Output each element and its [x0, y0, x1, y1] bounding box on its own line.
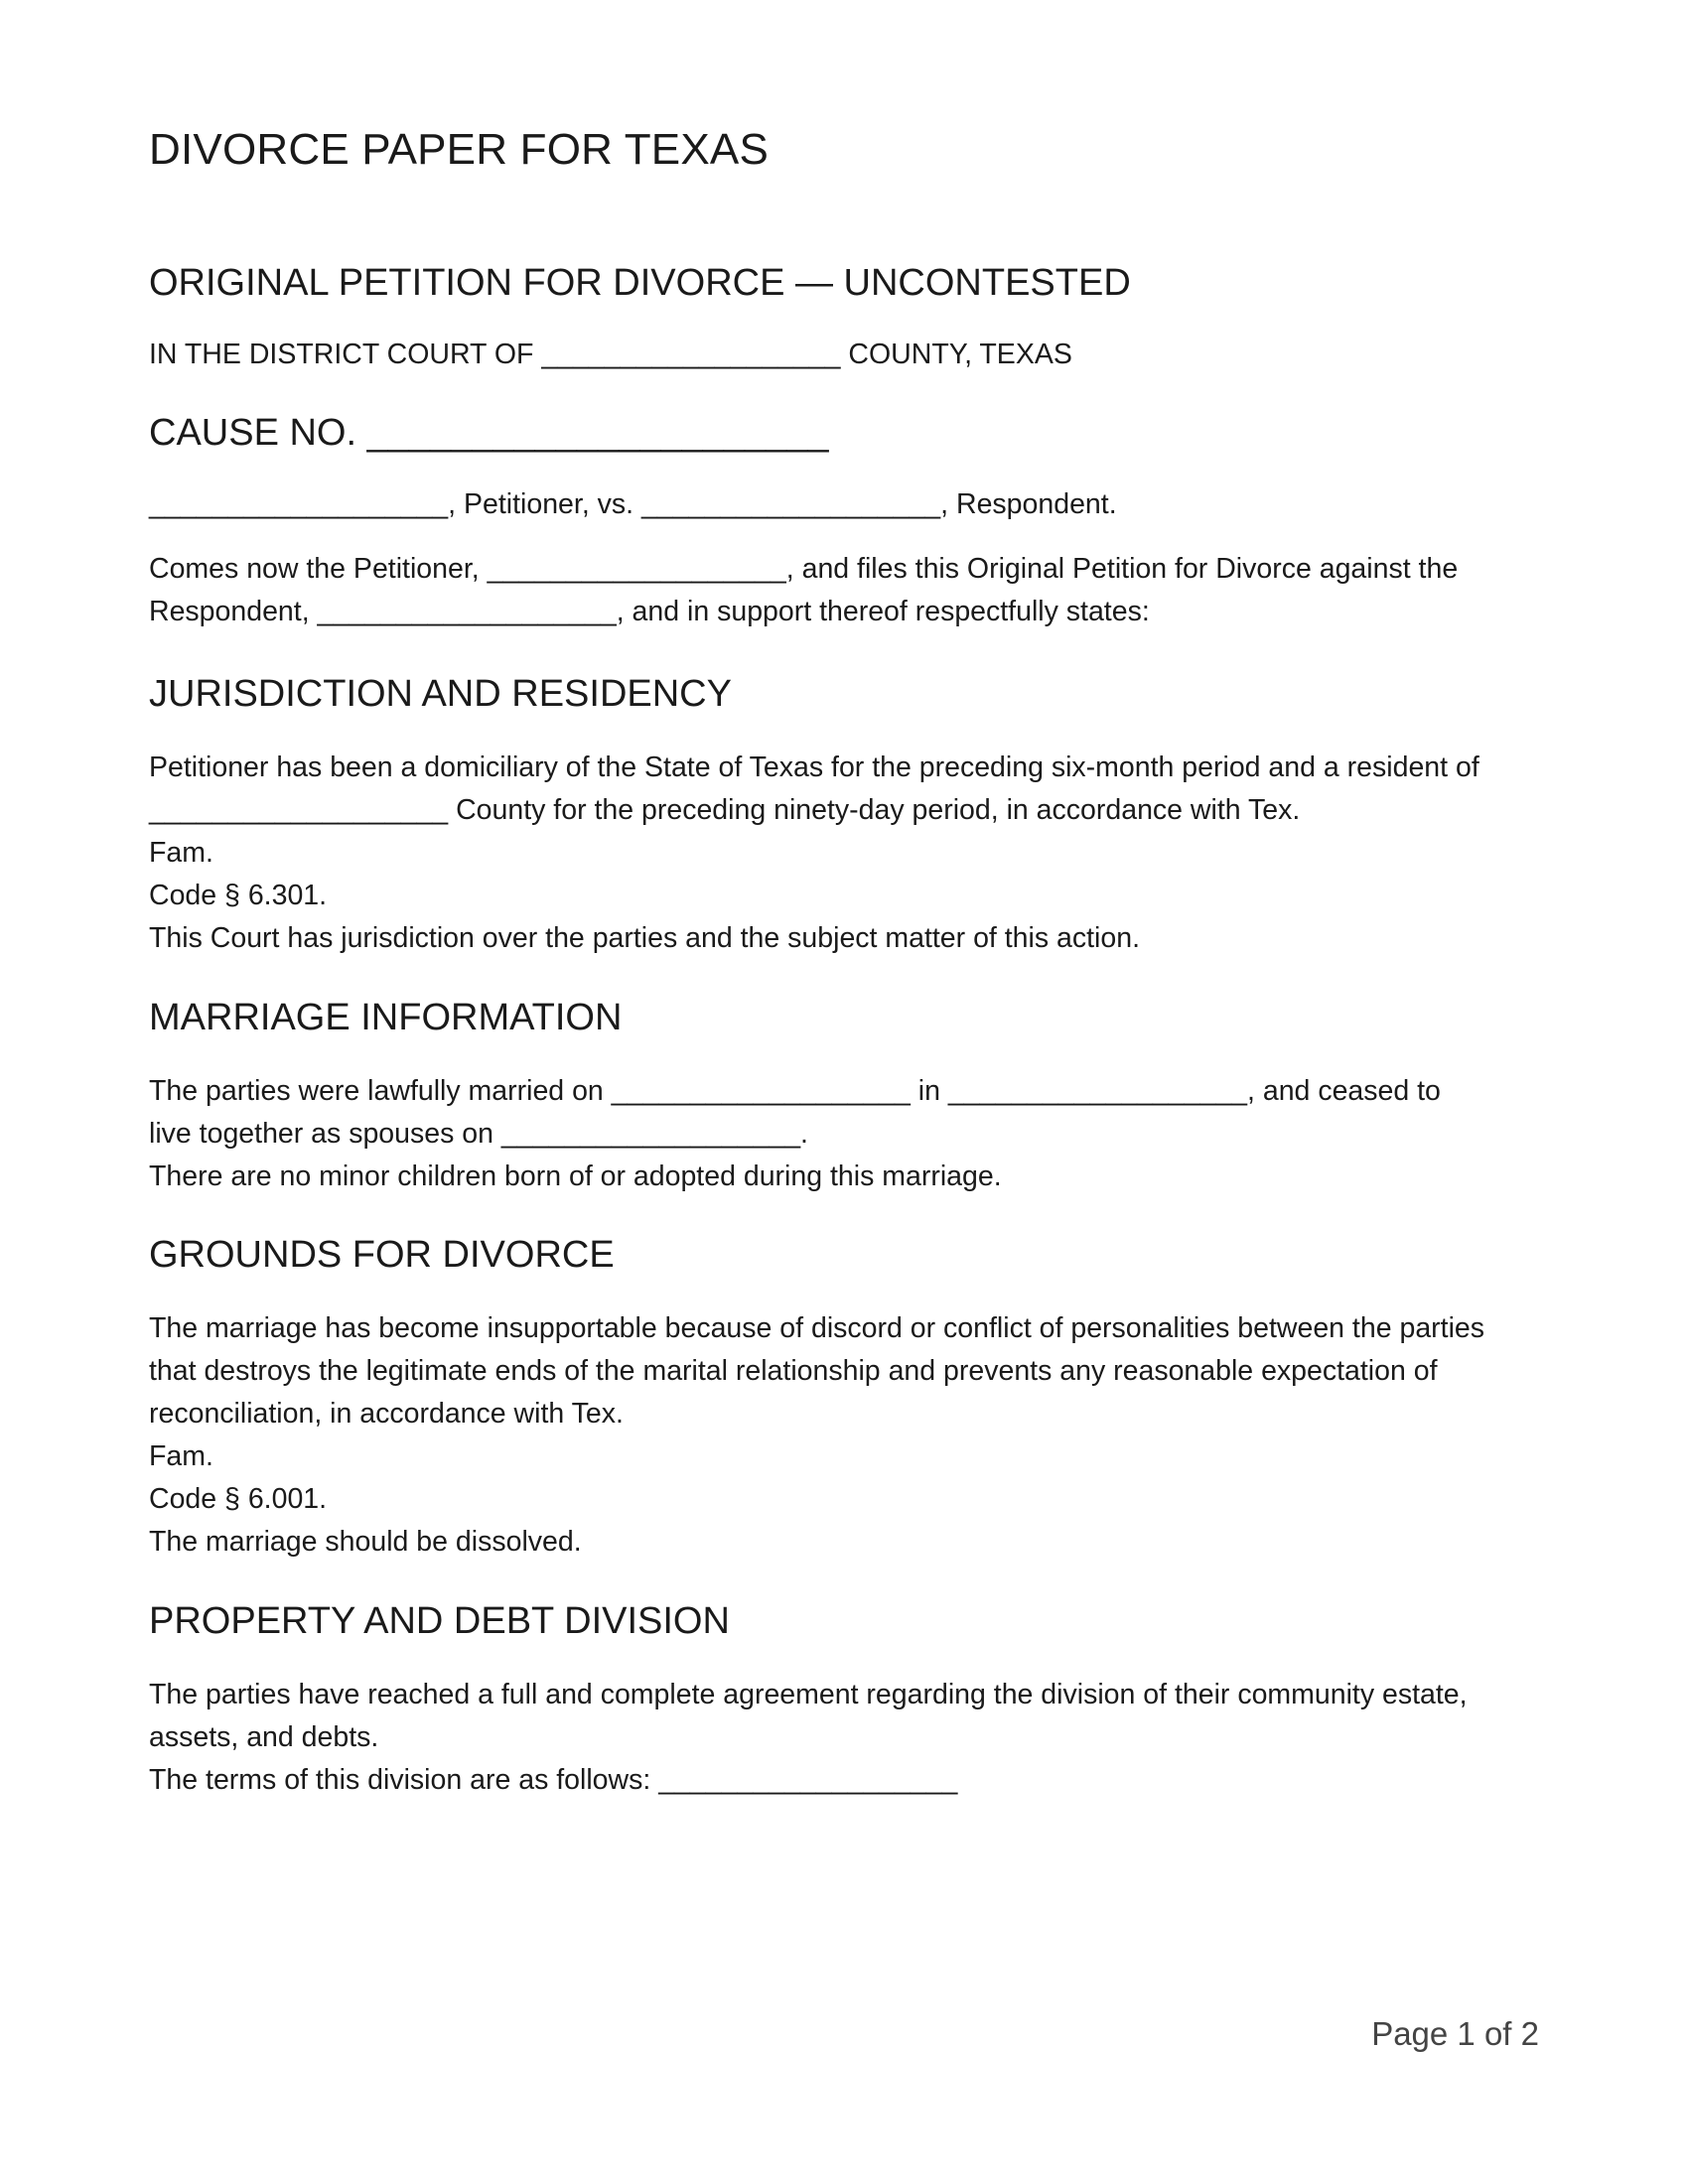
intro-line: Respondent, ___________________, and in support thereof respectfully states:: [149, 596, 1150, 627]
jurisdiction-line: Petitioner has been a domiciliary of the State of Texas for the preceding six-month period and a resident of: [149, 751, 1479, 783]
marriage-line: The parties were lawfully married on ___________________ in ___________________, and ceased to: [149, 1075, 1441, 1107]
jurisdiction-line: ___________________ County for the preceding ninety-day period, in accordance with Tex.: [149, 794, 1301, 826]
section-heading-grounds: GROUNDS FOR DIVORCE: [149, 1234, 615, 1276]
cause-number: CAUSE NO. ______________________: [149, 412, 829, 454]
marriage-line: There are no minor children born of or adopted during this marriage.: [149, 1160, 1002, 1192]
document-title: DIVORCE PAPER FOR TEXAS: [149, 125, 769, 174]
property-line: The terms of this division are as follows: ___________________: [149, 1764, 958, 1796]
grounds-line: The marriage has become insupportable because of discord or conflict of personalities between the parties: [149, 1312, 1485, 1344]
grounds-line: Code § 6.001.: [149, 1483, 328, 1515]
grounds-line: that destroys the legitimate ends of the marital relationship and prevents any reasonable expectation of: [149, 1355, 1438, 1387]
property-line: assets, and debts.: [149, 1721, 379, 1753]
parties-line: ___________________, Petitioner, vs. ___________________, Respondent.: [149, 488, 1117, 520]
marriage-line: live together as spouses on ___________________.: [149, 1118, 808, 1150]
page-number: Page 1 of 2: [1371, 2015, 1539, 2052]
jurisdiction-line: This Court has jurisdiction over the parties and the subject matter of this action.: [149, 922, 1140, 954]
intro-line: Comes now the Petitioner, ___________________, and files this Original Petition for Divorce against the: [149, 553, 1459, 585]
grounds-line: The marriage should be dissolved.: [149, 1526, 582, 1558]
court-line: IN THE DISTRICT COURT OF ___________________ COUNTY, TEXAS: [149, 339, 1072, 370]
section-heading-property: PROPERTY AND DEBT DIVISION: [149, 1600, 730, 1642]
petition-heading: ORIGINAL PETITION FOR DIVORCE — UNCONTESTED: [149, 262, 1131, 304]
grounds-line: Fam.: [149, 1440, 213, 1472]
jurisdiction-line: Code § 6.301.: [149, 880, 328, 911]
section-heading-jurisdiction: JURISDICTION AND RESIDENCY: [149, 673, 732, 715]
property-line: The parties have reached a full and complete agreement regarding the division of their community estate,: [149, 1679, 1468, 1710]
jurisdiction-line: Fam.: [149, 837, 213, 869]
grounds-line: reconciliation, in accordance with Tex.: [149, 1398, 624, 1430]
section-heading-marriage: MARRIAGE INFORMATION: [149, 997, 623, 1038]
